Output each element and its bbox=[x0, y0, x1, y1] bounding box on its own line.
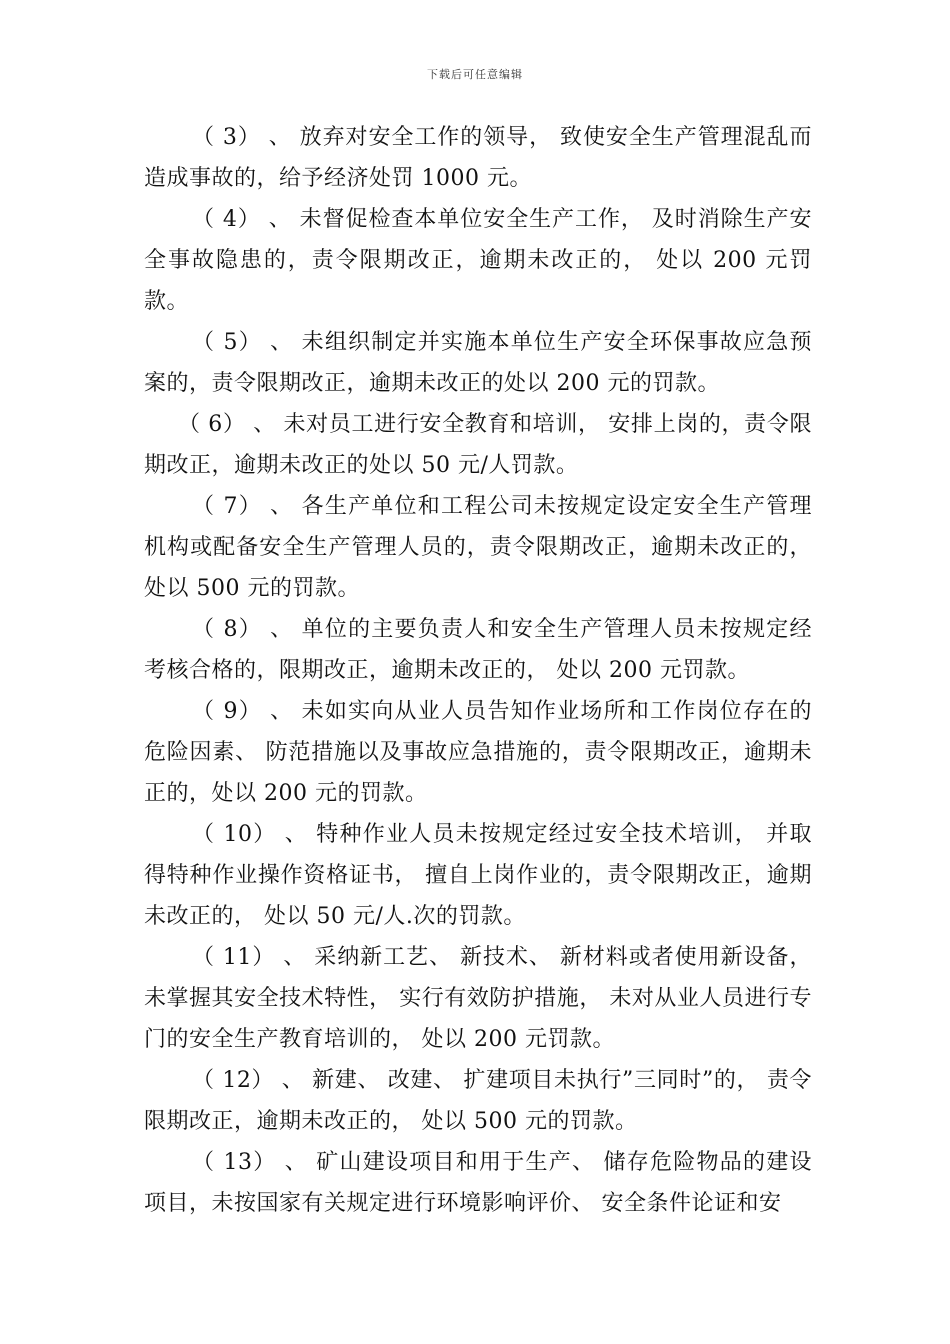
header-note: 下载后可任意编辑 bbox=[427, 68, 523, 81]
paragraph-item-4: （ 4） 、 未督促检查本单位安全生产工作， 及时消除生产安全事故隐患的，责令限期改正，逾期未改正的， 处以 200 元罚款。 bbox=[144, 207, 812, 314]
paragraph-item-10: （ 10） 、 特种作业人员未按规定经过安全技术培训， 并取得特种作业操作资格证书， 擅自上岗作业的，责令限期改正，逾期未改正的， 处以 50 元/人.次的罚款。 bbox=[144, 822, 812, 929]
paragraph-item-6: （ 6） 、 未对员工进行安全教育和培训， 安排上岗的，责令限期改正，逾期未改正的处以 50 元/人罚款。 bbox=[144, 412, 812, 478]
paragraph-item-12: （ 12） 、 新建、 改建、 扩建项目未执行”三同时”的， 责令限期改正，逾期未改正的， 处以 500 元的罚款。 bbox=[144, 1068, 812, 1134]
document-body bbox=[144, 117, 812, 1224]
paragraph-item-11: （ 11） 、 采纳新工艺、 新技术、 新材料或者使用新设备，未掌握其安全技术特性， 实行有效防护措施， 未对从业人员进行专门的安全生产教育培训的， 处以 200 元罚款。 bbox=[144, 945, 812, 1052]
paragraph-item-13: （ 13） 、 矿山建设项目和用于生产、 储存危险物品的建设项目，未按国家有关规定进行环境影响评价、 安全条件论证和安 bbox=[144, 1150, 812, 1216]
paragraph-item-8: （ 8） 、 单位的主要负责人和安全生产管理人员未按规定经考核合格的，限期改正，逾期未改正的， 处以 200 元罚款。 bbox=[144, 617, 812, 683]
paragraph-item-3: （ 3） 、 放弃对安全工作的领导， 致使安全生产管理混乱而造成事故的，给予经济处罚 1000 元。 bbox=[144, 125, 812, 191]
paragraph-item-5: （ 5） 、 未组织制定并实施本单位生产安全环保事故应急预案的，责令限期改正，逾期未改正的处以 200 元的罚款。 bbox=[144, 330, 812, 396]
paragraph-item-9: （ 9） 、 未如实向从业人员告知作业场所和工作岗位存在的危险因素、 防范措施以及事故应急措施的，责令限期改正，逾期未正的，处以 200 元的罚款。 bbox=[144, 699, 812, 806]
paragraph-item-7: （ 7） 、 各生产单位和工程公司未按规定设定安全生产管理机构或配备安全生产管理人员的，责令限期改正，逾期未改正的，处以 500 元的罚款。 bbox=[144, 494, 812, 601]
